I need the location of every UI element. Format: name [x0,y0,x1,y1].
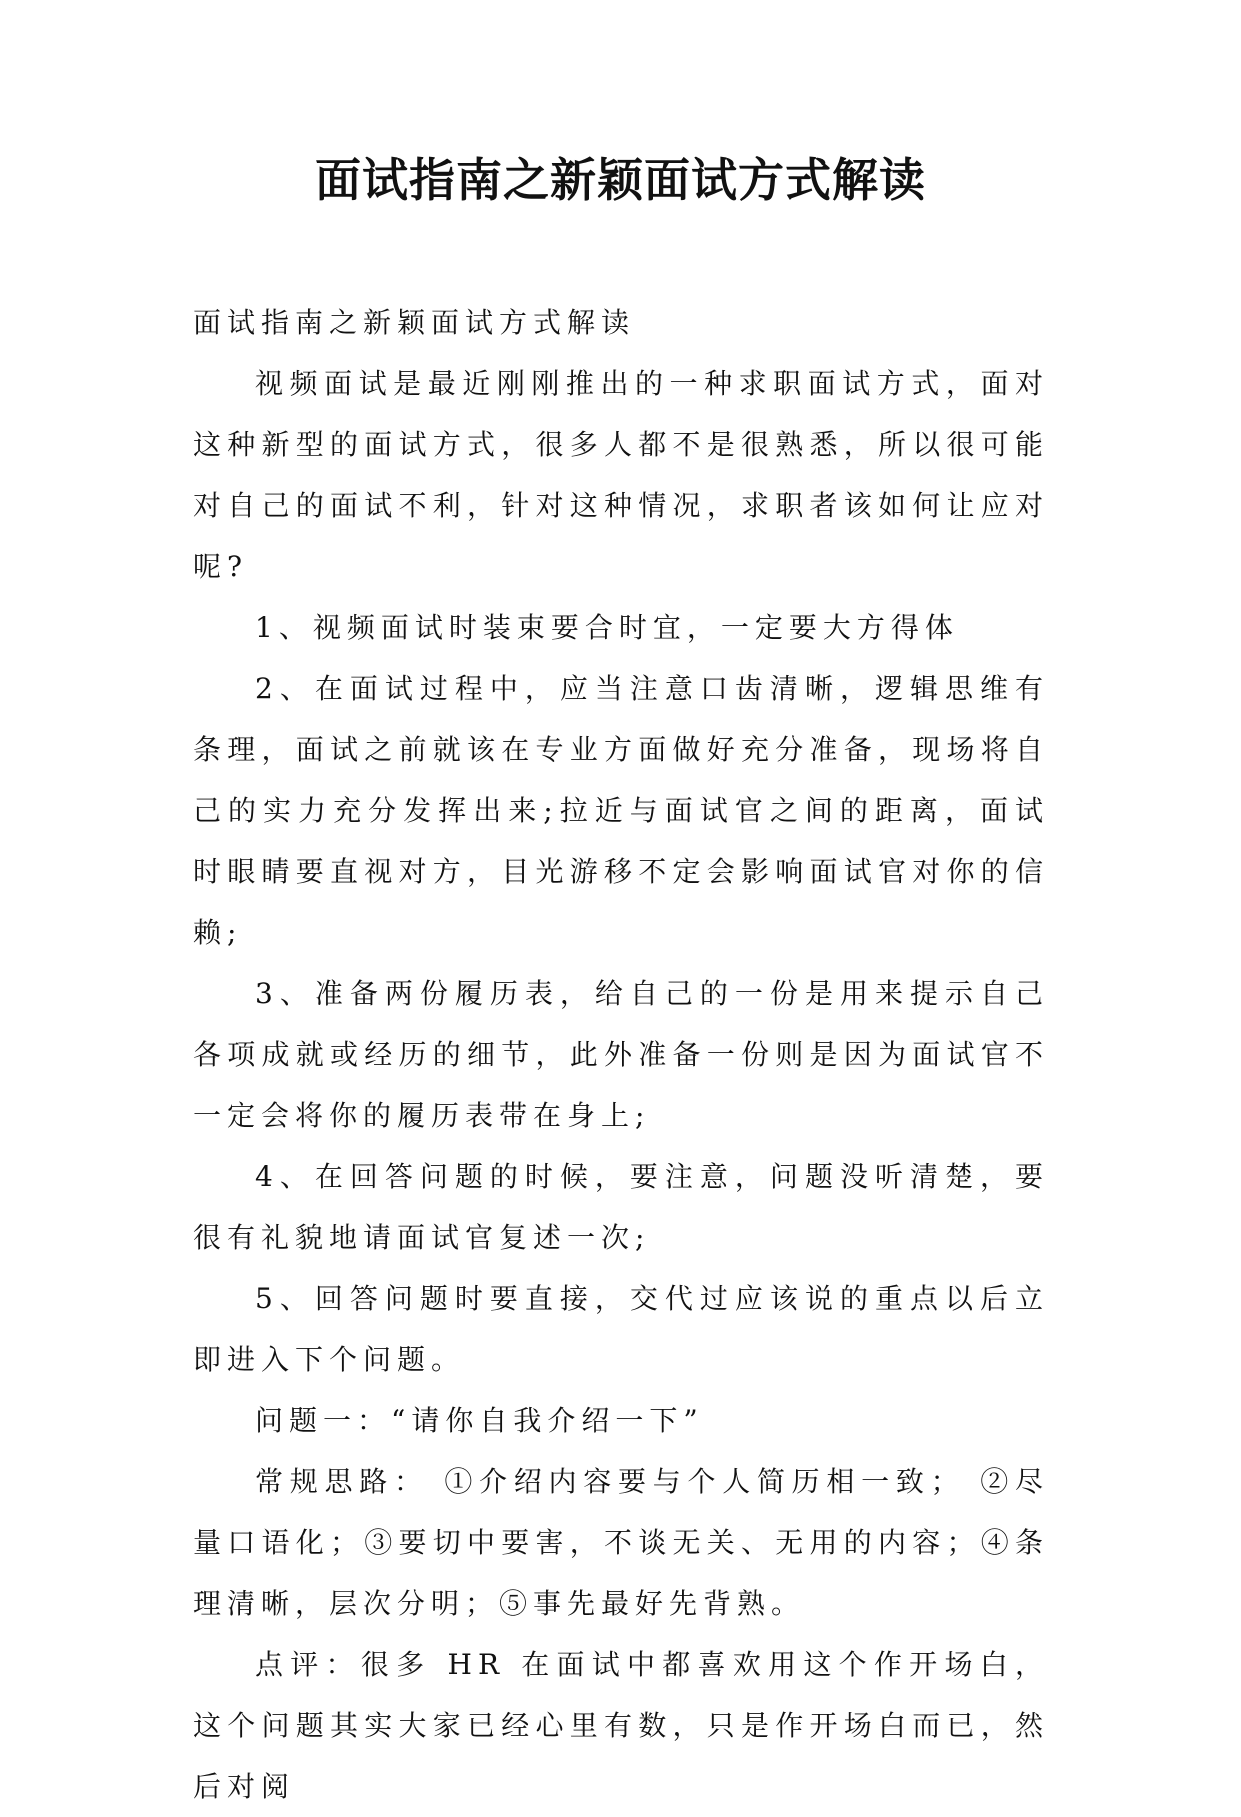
paragraph-tip-5: 5、回答问题时要直接，交代过应该说的重点以后立即进入下个问题。 [193,1282,1049,1376]
paragraph-tip-2: 2、在面试过程中，应当注意口齿清晰，逻辑思维有条理，面试之前就该在专业方面做好充分准备，现场将自己的实力充分发挥出来;拉近与面试官之间的距离，面试时眼睛要直视对方，目光游移不定会影响面试官对你的信赖; [193,672,1049,949]
question-heading: 问题一：“请你自我介绍一下” [255,1404,704,1437]
paragraph-approach: 常规思路： ①介绍内容要与个人简历相一致； ②尽量口语化；③要切中要害，不谈无关、无用的内容；④条理清晰，层次分明；⑤事先最好先背熟。 [193,1465,1049,1620]
paragraph-tip-3: 3、准备两份履历表，给自己的一份是用来提示自己各项成就或经历的细节，此外准备一份则是因为面试官不一定会将你的履历表带在身上; [193,977,1049,1132]
document-title: 面试指南之新颖面试方式解读 [315,153,926,207]
paragraph-comment: 点评：很多 HR 在面试中都喜欢用这个作开场白，这个问题其实大家已经心里有数，只是作开场白而已，然后对阅 [193,1648,1049,1803]
document-subtitle: 面试指南之新颖面试方式解读 [193,306,636,339]
paragraph-intro: 视频面试是最近刚刚推出的一种求职面试方式，面对这种新型的面试方式，很多人都不是很熟悉，所以很可能对自己的面试不利，针对这种情况，求职者该如何让应对呢? [193,367,1049,583]
paragraph-tip-1: 1、视频面试时装束要合时宜，一定要大方得体 [255,611,959,644]
document-body [193,292,1049,1817]
paragraph-tip-4: 4、在回答问题的时候，要注意，问题没听清楚，要很有礼貌地请面试官复述一次; [193,1160,1049,1254]
